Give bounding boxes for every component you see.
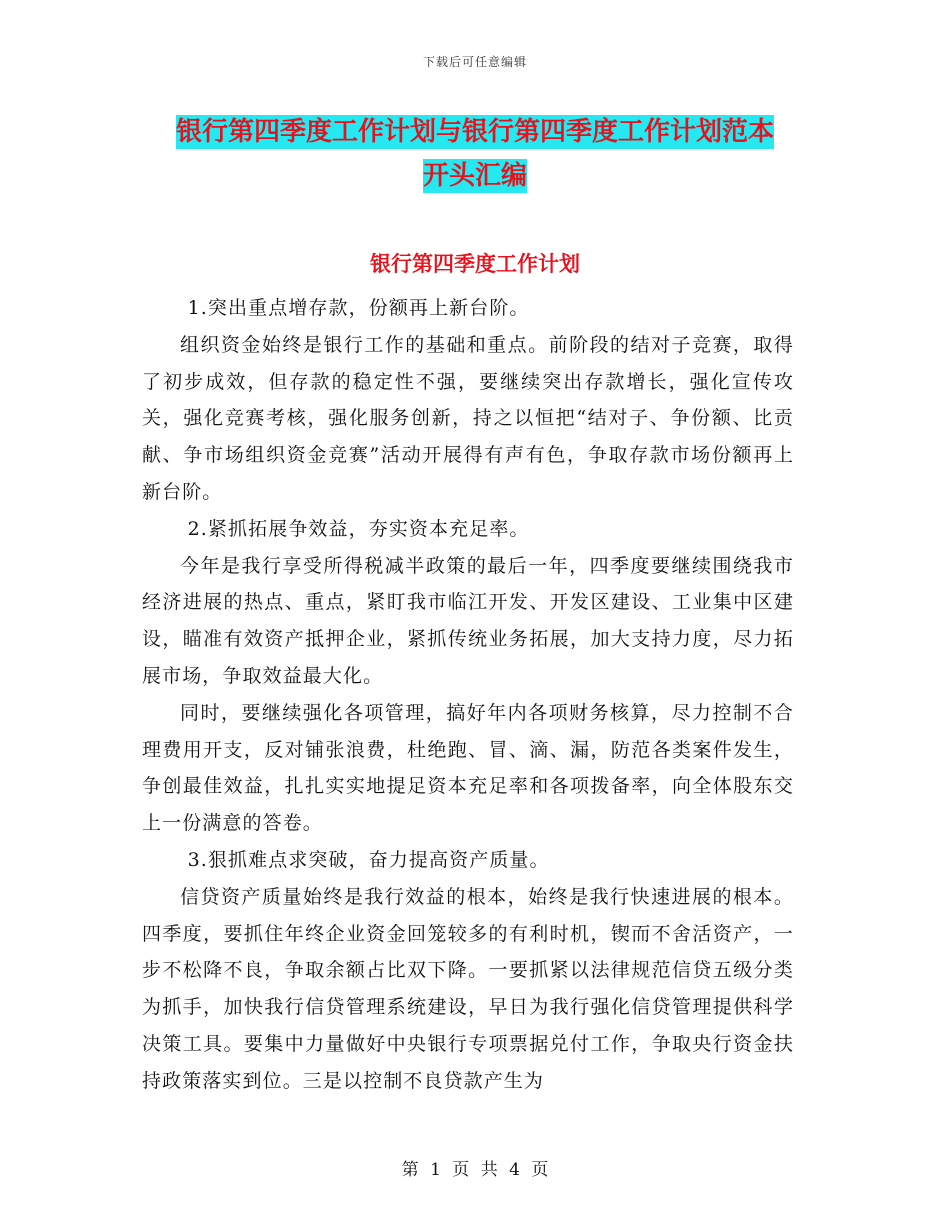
- page-footer: 第 1 页 共 4 页: [401, 1160, 549, 1180]
- paragraph-heading-3: 3.狠抓难点求突破，奋力提高资产质量。: [187, 848, 550, 871]
- header-note: 下载后可任意编辑: [422, 55, 527, 69]
- paragraph-heading-1: 1.突出重点增存款，份额再上新台阶。: [187, 297, 530, 319]
- document-title-line-1: 银行第四季度工作计划与银行第四季度工作计划范本: [175, 117, 774, 147]
- section-title: 银行第四季度工作计划: [370, 252, 580, 276]
- paragraph: 组织资金始终是银行工作的基础和重点。前阶段的结对子竞赛，取得了初步成效，但存款的稳定性不强，要继续突出存款增长，强化宣传攻关，强化竞赛考核，强化服务创新，持之以恒把“结对子、争份额、比贡献、争市场组织资金竞赛”活动开展得有声有色，争取存款市场份额再上新台阶。: [142, 333, 794, 503]
- document-body: [142, 290, 794, 1100]
- paragraph: 今年是我行享受所得税减半政策的最后一年，四季度要继续围绕我市经济进展的热点、重点，紧盯我市临江开发、开发区建设、工业集中区建设，瞄准有效资产抵押企业，紧抓传统业务拓展，加大支持力度，尽力拓展市场，争取效益最大化。: [142, 554, 794, 687]
- paragraph: 同时，要继续强化各项管理，搞好年内各项财务核算，尽力控制不合理费用开支，反对铺张浪费，杜绝跑、冒、滴、漏，防范各类案件发生，争创最佳效益，扎扎实实地提足资本充足率和各项拨备率，向全体股东交上一份满意的答卷。: [142, 701, 794, 835]
- document-title: [0, 110, 950, 198]
- document-title-line-2: 开头汇编: [422, 161, 527, 191]
- paragraph-heading-2: 2.紧抓拓展争效益，夯实资本充足率。: [187, 517, 530, 540]
- paragraph: 信贷资产质量始终是我行效益的根本，始终是我行快速进展的根本。四季度，要抓住年终企业资金回笼较多的有利时机，锲而不舍活资产，一步不松降不良，争取余额占比双下降。一要抓紧以法律规范信贷五级分类为抓手，加快我行信贷管理系统建设，早日为我行强化信贷管理提供科学决策工具。要集中力量做好中央银行专项票据兑付工作，争取央行资金扶持政策落实到位。三是以控制不良贷款产生为: [142, 885, 794, 1092]
